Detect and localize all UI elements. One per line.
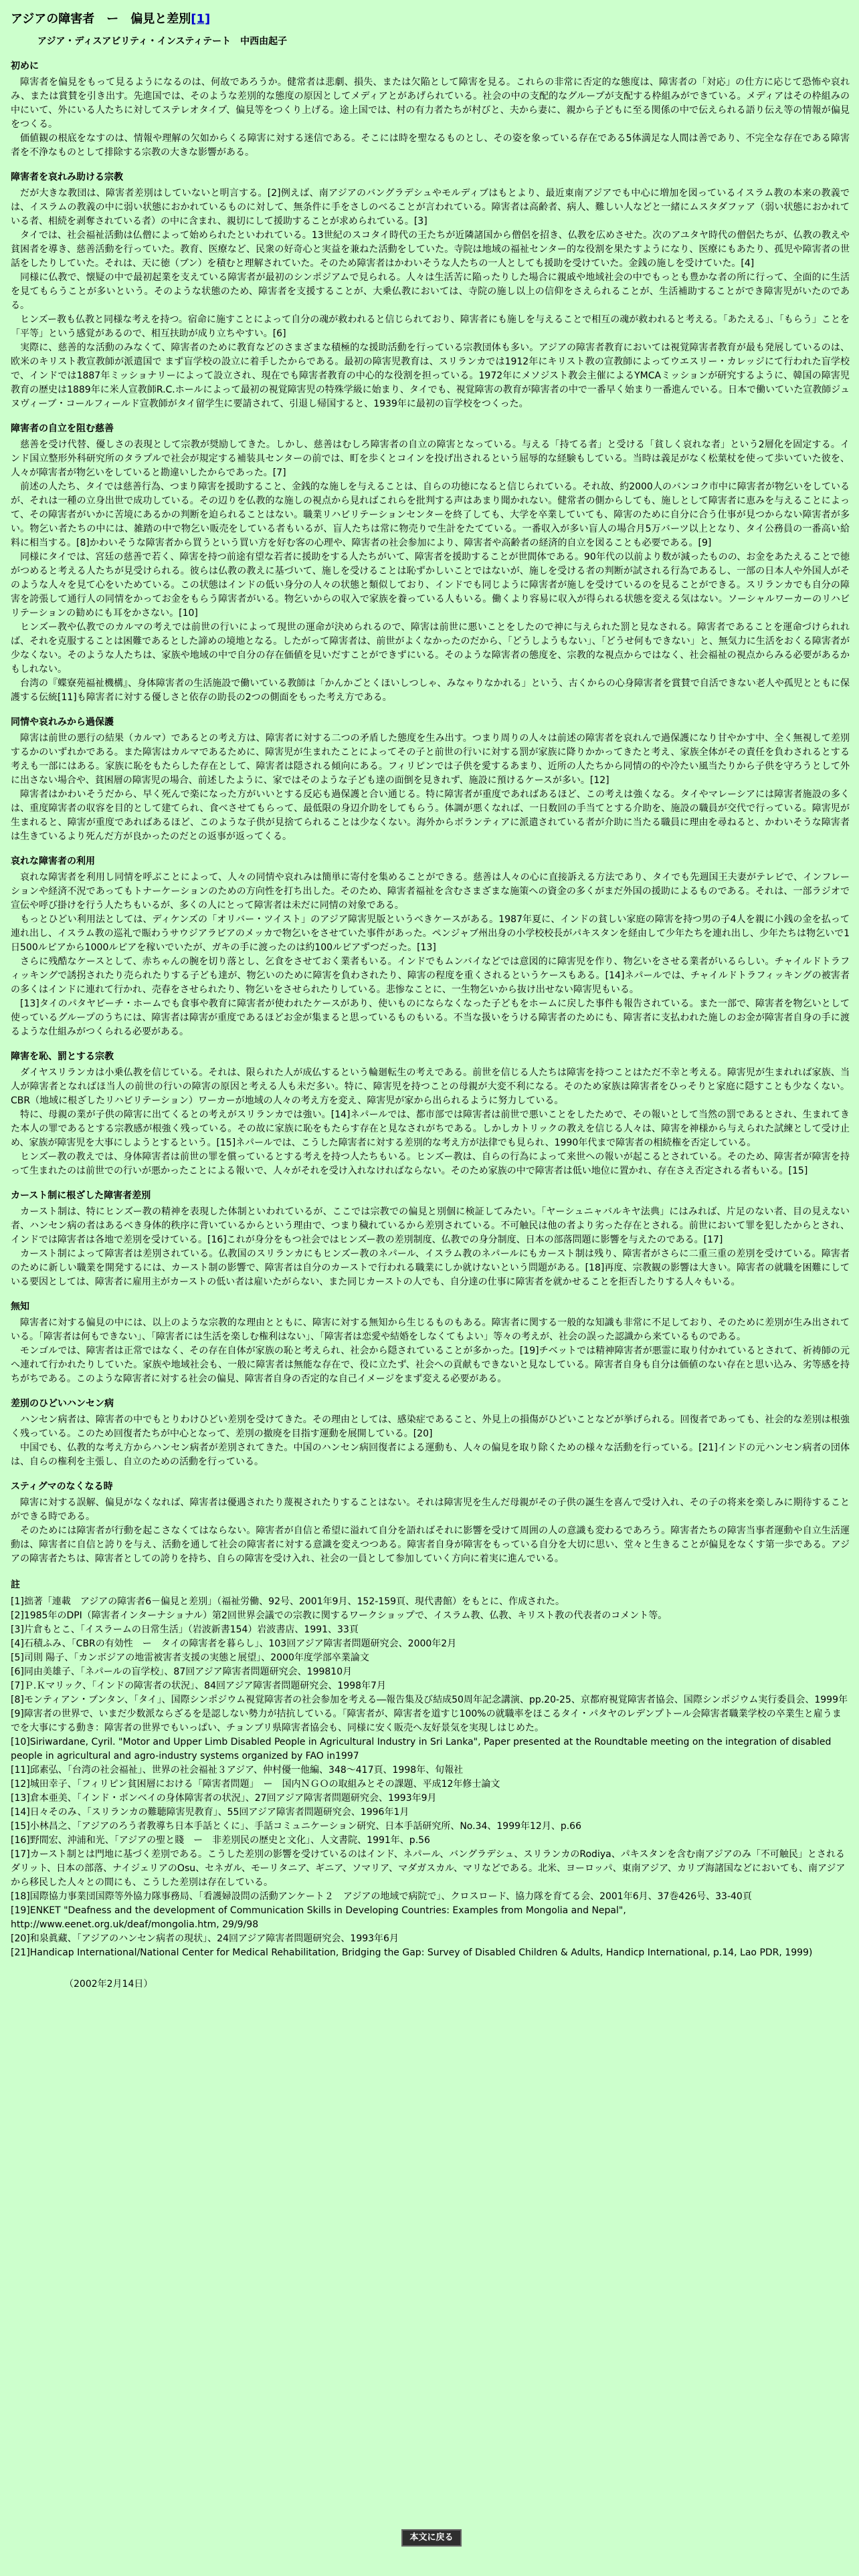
footnote-item: [3]片倉もとこ、「イスラームの日常生活」（岩波新書154）岩波書店、1991、33頁 — [11, 1624, 359, 1635]
publication-date: （2002年2月14日） — [64, 1979, 153, 1990]
paragraph: 障害者に対する偏見の中には、以上のような宗教的な理由とともに、障害に対する無知から生じるものもある。障害者に関する一般的な知識も非常に不足しており、そのために差別が生み出されている。「障害者は何もできない」、「障害者には生活を楽しむ権利はない」、「障害者は恋愛や結婚をしなくてもよい」等々の考えが、社会の誤った認識から来ているものである。 — [11, 1317, 850, 1342]
section-heading: 差別のひどいハンセン病 — [11, 1398, 114, 1409]
section-heading: 哀れな障害者の利用 — [11, 856, 95, 867]
paragraph: 台湾の『蝶寮苑福祉機構』、身体障害者の生活施設で働いている教師は「かんかごとくほいしつしゃ、みなゃりなかれる」という、古くからの心身障害者を賞賛で自活できない老人や孤児とともに保護する伝統[11]も障害者に対する優しさと依存の助長の2つの側面をもった考え方である。 — [11, 678, 850, 703]
footnote-item: [16]野間宏、沖浦和光、「アジアの聖と賤 ー 非差別民の歴史と文化」、人文書院、1991年、p.56 — [11, 1835, 430, 1846]
section-heading: 障害者を哀れみ助ける宗教 — [11, 172, 123, 183]
footnote-item: [1]拙著「連載 アジアの障害者6－偏見と差別」（福祉労働、92号、2001年9月、152-159頁、現代書館）をもとに、作成された。 — [11, 1596, 565, 1607]
footnote-item: [12]城田幸子、「フィリピン貧困層における「障害者問題」 ー 国内ＮＧＯの取組みとその課題、平成12年修士論文 — [11, 1779, 500, 1790]
footnote-item: [2]1985年のDPI（障害者インターナショナル）第2回世界会議での宗教に関するワークショップで、イスラム教、仏教、キリスト教の代表者のコメント等。 — [11, 1610, 668, 1621]
section-heading: 無知 — [11, 1301, 29, 1312]
footnote-item: [8]モンティアン・ブンタン、「タイ」、国際シンポジウム視覚障害者の社会参加を考える―報告集及び結成50周年記念講演、pp.20-25、京都府視覚障害者協会、国際シンポジウム実行委員会、1999年 — [11, 1695, 848, 1705]
paragraph: だが大きな教団は、障害者差別はしていないと明言する。[2]例えば、南アジアのバングラデシュやモルディブはもとより、最近東南アジアでも中心に増加を図っているイスラム教の本来の教義では、イスラムの教義の中に弱い状態におかれているものに対して、無条件に手をさしのべることが言われている。障害者は高齢者、病人、難しい人などと一緒にムスタダファア（弱い状態におかれている者、相続を剥奪されている者）の中に含まれ、親切にして援助することが求められている。[3] — [11, 188, 850, 227]
paragraph: 価値観の根底をなすのは、情報や理解の欠如からくる障害に対する迷信である。そこには時を聖なるものとし、その姿を象っている存在である5体満足な人間は善であり、不完全な存在である障害者を不浄なものとして排除する宗教の大きな影響がある。 — [11, 133, 850, 158]
footnotes — [11, 1578, 850, 1960]
footnote-item: [14]日々そのみ、「スリランカの難聴障害児教育」、55回アジア障害者問題研究会、1996年1月 — [11, 1807, 409, 1818]
paragraph: カースト制は、特にヒンズー教の精神を表現した体制といわれているが、ここでは宗教での偏見と別個に検証してみたい。「ヤーシュニャバルキヤ法典」にはみれば、片足のない者、目の見えない者、ハンセン病の者はあるべき身体的秩序に背いているからという理由で、つまり穢れているから差別されている。不可触民は他の者より劣った存在とされる。前世において罪を犯したからとされ、インドでは障害者は各地で差別を受けている。[16]これが身分をもつ社会ではヒンズー教の差別制度、仏教での身分制度、日本の部落問題に影響を与えたのである。[17] — [11, 1206, 850, 1245]
paragraph: 哀れな障害者を利用し同情を呼ぶことによって、人々の同情や哀れみは簡単に寄付を集めることができる。慈善は人々の心に直接訴える方法であり、タイでも先週国王夫妻がテレビで、インフレーションや経済不況であってもトナーケーションのための方向性を打ち出した。そのため、障害者福祉を含むさまざまな施策への資金の多くがまだ外国の援助によるものである。それは、一部ラジオで宣伝や呼び掛けを行う人たちもいるが、多くの人にとって障害者は未だに同情の対象である。 — [11, 872, 850, 911]
paragraph: 障害に対する誤解、偏見がなくなれば、障害者は優遇されたり蔑視されたりすることはない。それは障害児を生んだ母親がその子供の誕生を喜んで受け入れ、その子の将来を楽しみに期待することができる時である。 — [11, 1497, 850, 1522]
footnote-item: [5]司則 陽子、「カンボジアの地雷被害者支援の実態と展望」、2000年度学部卒業論文 — [11, 1652, 369, 1663]
paragraph: 特に、母親の業が子供の障害に出てくるとの考えがスリランカでは強い。[14]ネパールでは、都市部では障害者は前世で悪いことをしたためで、その報いとして当然の罰であるとされ、生まれてきた本人の罪であるとする宗教感が根強く残っている。その故に家族に恥をもたらす存在と見なされがちである。しかしカトリックの教えを信じる人々は、障害を神様から与えられた試練として受け止め、家族が障害児を大事にしようとするという。[15]ネパールでは、こうした障害者に対する差別的な考え方が法律でも見られ、1990年代まで障害者の相続権を否定している。 — [11, 1109, 850, 1148]
section-heading: 初めに — [11, 61, 39, 72]
paragraph: 中国でも、仏教的な考え方からハンセン病者が差別されてきた。中国のハンセン病回復者による運動も、人々の偏見を取り除くための様々な活動を行っている。[21]インドの元ハンセン病者の団体は、自らの権利を主張し、自立のための活動を行っている。 — [11, 1442, 850, 1467]
paragraph: タイでは、社会福祉活動は仏僧によって始められたといわれている。13世紀のスコタイ時代の王たちが近隣諸国から僧侶を招き、仏教を広めさせた。次のアユタヤ時代の僧侶たちが、仏教の教えや貧困者を導き、慈善活動を行っていた。教育、医療など、民衆の好奇心と実益を兼ねた活動をしていた。寺院は地域の福祉センター的な役割を果たすようになり、医療にもあたり、孤児や障害者の世話をしたりしていた。それは、天に徳（ブン）を積むと理解されていた。そのため障害者はかわいそうな人たちの一人としても援助を受けていた。金銭の施しを受けていた。[4] — [11, 230, 850, 269]
footnote-item: [18]国際協力事業団国際等外協力隊事務局、「看護婦設問の活動アンケート２ アジアの地域で病院で」、クロスロード、協力隊を育てる会、2001年6月、37巻426号、33-40頁 — [11, 1891, 752, 1902]
back-to-text-button[interactable]: 本文に戻る — [401, 2529, 462, 2547]
paragraph: ヒンズー教や仏教でのカルマの考えでは前世の行いによって現世の運命が決められるので、障害は前世に悪いことをしたので神に与えられた罰と見なされる。障害者であることを運命づけられれば、それを克服することは困難であるとした諦めの境地となる。したがって障害者は、前世がよくなかったのだから、「どうしようもない」、「どうせ何もできない」と、無気力に生活をおくる障害者が少なくない。そのような人たちは、家族や地域の中で自分の存在価値を見いだすことができずにいる。そのような障害者の態度を、宗教的な視点からではなく、社会福祉の視点からみる必要があるかもしれない。 — [11, 622, 850, 675]
title-text: アジアの障害者 ー 偏見と差別 — [11, 12, 191, 26]
paragraph: ヒンズー教も仏教と同様な考えを持つ。宿命に施すことによって自分の魂が救われると信じられており、障害者にも施しを与えることで相互の魂が救われると考える。「あたえる」、「もらう」ことを「平等」という感覚があるので、相互扶助が成り立ちやすい。[6] — [11, 314, 850, 339]
paragraph: さらに残酷なケースとして、赤ちゃんの腕を切り落とし、乞食をさせておく業者もいる。インドでもムンバイなどでは意図的に障害児を作り、物乞いをさせる業者がいるらしい。チャイルドトラフィッキングで誘拐されたり売られたりする子ども達が、物乞いのために障害を負わされたり、障害の程度を重くされるというケースもある。[14]ネパールでは、チャイルドトラフィッキングの被害者の多くはインドに連れて行かれ、売春をさせられたり、物乞いをさせられたりしている。悲惨なことに、一生物乞いから抜け出せない障害児もいる。 — [11, 956, 850, 995]
footnote-item: [19]ENKET "Deafness and the development of Communication Skills in Developing Countries: Examples from Mongolia and Nepal", — [11, 1905, 626, 1916]
paragraph: そのためには障害者が行動を起こさなくてはならない。障害者が自信と希望に溢れて自分を語ればそれに影響を受けて周囲の人の意識も変わるであろう。障害者たちの障害当事者運動や自立生活運動は、障害者に自信と誇りを与え、活動を通して社会の障害者に対する意識を変えつつある。障害者自身が障害をもっている自分を大切に思い、堂々と生きることが偏見をなくす第一歩である。アジアの障害者たちは、障害者としての誇りを持ち、自らの障害を受け入れ、社会の一員として参加していく方向に着実に進んでいる。 — [11, 1525, 850, 1564]
paragraph: 同様に仏教で、懐疑の中で最初起業を支えている障害者が最初のシンポジアムで見られる。人々は生活苦に陥ったりした場合に親戚や地域社会の中でもっとも豊かな者の所に行って、全面的に生活を見てもらうことが多いという。そのような状態のため、障害者を支援することが、大乗仏教においては、寺院の施し以上の信仰をさえられることが、生活補助することができ障害児がいたのである。 — [11, 272, 850, 311]
footnote-item: [11]邱素弘、「台湾の社会福祉」、世界の社会福祉３アジア、仲村優一他編、348～417頁、1998年、旬報社 — [11, 1765, 464, 1776]
section-heading: カースト制に根ざした障害者差別 — [11, 1190, 151, 1201]
paragraph: 実際に、慈善的な活動のみなくて、障害者のために教育などのさまざまな積極的な援助活動を行っている宗教団体も多い。アジアの障害者教育においては視覚障害者教育が最も発展しているのは、欧米のキリスト教宣教師が派遣国で まず盲学校の設立に着手したからである。最初の障害児教育は、スリランカでは1912年にキリスト教の宣教師によってウエスリー・カレッジにて行われた盲学校で、インドでは1887年ミッショナリーによって設立され、現在でも障害者教育の中心的な役割を担っている。1972年にメソジスト教会主催によるYMCAミッションが研究するように、韓国の障害児教育の歴史は1889年に米人宣教師R.C.ホールによって最初の視覚障害児の特殊学級に始まり、タイでも、視覚障害の教育が障害者の中で一番早く始まり一番進んでいる。日本で働いていた宣教師ジュヌヴィーブ・コールフィールド宣教師がタイ留学生に要請されて、引退し帰国すると、1939年に最初の盲学校をつくった。 — [11, 342, 850, 409]
footnote-item: [7]Ｐ.Ｋマリック、「インドの障害者の状況」、84回アジア障害者問題研究会、1998年7月 — [11, 1681, 386, 1691]
footnote-item: http://www.eenet.org.uk/deaf/mongolia.htm, 29/9/98 — [11, 1919, 259, 1930]
section-heading: 障害を恥、罰とする宗教 — [11, 1051, 114, 1062]
footnote-item: [6]同由美雄子、「ネパールの盲学校」、87回アジア障害者問題研究会、199810月 — [11, 1667, 353, 1677]
paragraph: 同様にタイでは、宮廷の慈善で若く、障害を持つ前途有望な若者に援助をする人たちがいて、障害者を援助することが世間体である。90年代の以前より数が減ったものの、お金をあたえることで徳がつめると考える人たちが見受けられる。彼らは仏教の教えに基づいて、施しを受けることは恥ずかしいことではないが、施しを受ける者の判断が試される行為であるし、一部の日本人や外国人がそのような人々を見て心をいためている。この状態はインドの低い身分の人々の状態と類似しており、インドでも同じように障害者が施しを受けているのを見ることができる。スリランカでも自分の障害を誇張して通行人の同情をかってお金をもらう障害者がいる。物乞いからの収入で家族を養っている人もいる。働くより容易に収入が得られる状態を変える気はない。ソーシャルワーカーのリハビリテーションの勧めにも耳をかさない。[10] — [11, 552, 850, 619]
article-body — [11, 60, 850, 1566]
paragraph: ダイヤスリランカは小乗仏教を信じている。それは、限られた人が成仏するという輪廻転生の考えである。前世を信じる人たちは障害を持つことはただ不幸と考える。障害児が生まれれば家族、当人が障害者となればほ当人の前世の行いの障害の原因と考える人も未だ多い。特に、障害児を持つことの母親が大変不利になる。そのため家族は障害者をひっそりと家庭に隠すことも少なくない。CBR（地域に根ざしたリハビリテーション）ワーカーが地域の人々の考え方を変え、障害児が家から出られるように努力している。 — [11, 1067, 850, 1106]
paragraph: 慈善を受け代替、優しさの表現として宗教が奨励してきた。しかし、慈善はむしろ障害者の自立の障害となっている。与える「持てる者」と受ける「貧しく哀れな者」という2層化を固定する。インド国立整形外科研究所のタラプルで社会が規定する補装具センターの前では、町を歩くとコインを投げ出されるという屈辱的な経験もしている。当時は義足がなく松葉杖を使って歩いていた彼を、人々が障害者が物乞いをしていると勘違いしたからであった。[7] — [11, 439, 850, 478]
footnote-item: [15]小林昌之、「アジアのろう者教導ち日本手話とくに」、手話コミュニケーション研究、日本手話研究所、No.34、1999年12月、p.66 — [11, 1821, 581, 1832]
footnotes-heading: 註 — [11, 1580, 20, 1590]
paragraph: もっとひどい利用法としては、ディケンズの「オリバー・ツイスト」のアジア障害児版というべきケースがある。1987年夏に、インドの貧しい家庭の障害を持つ男の子4人を親に小銭の金を払って連れ出し、イスラム教の巡礼で賑わうサウジアラビアのメッカで物乞いをさせていた事件があった。ペンジャブ州出身の小学校校長がパキスタンを経由して少年たちを連れ出し、少年たちは物乞いで1日500ルピアから1000ルピアを稼いでいたが、ガキの手に渡ったのは約100ルピアずつだった。[13] — [11, 914, 850, 953]
footnote-item: [9]障害者の世界で、いまだ少数派ならざるを是認しない勢力が拮抗している。「障害者が、障害者を道すじ100%の就職率をほこるタイ・パタヤのレデンプトール会障害者職業学校の卒業生と雇うまでを大事にする動き：障害者の世界でもいっぱい、チョンブリ県障害者協会も、同様に安く販売へ友好景気を実現しはじめた。 — [11, 1709, 842, 1733]
footnote-item: [10]Siriwardane, Cyril. "Motor and Upper Limb Disabled People in Agricultural Industry in Sri Lanka", Paper presented at the Roundtable meeting on the integration of disabled people in agricultural and agro-industry systems organized by FAO in1997 — [11, 1737, 832, 1761]
section-heading: スティグマのなくなる時 — [11, 1481, 113, 1492]
paragraph: 障害者を偏見をもって見るようになるのは、何故であろうか。健常者は悲劇、損失、または欠陥として障害を見る。これらの非常に否定的な態度は、障害者の「対応」の仕方に応じて恐怖や哀れみ、または賞賛を引き出す。先進国では、そのような差別的な態度の原因としてメディアとがあげられている。社会の中の支配的なグループが支配する枠組みができている。メディアはその枠組みの中にいて、外にいる人たちに対してステレオタイプ、偏見等をつくり上げる。途上国では、村の有力者たちが村びと、夫から妻に、親から子どもに至る関係の中で伝えられる語り伝え等の情報が偏見をつくる。 — [11, 77, 850, 130]
paragraph: モンゴルでは、障害者は正常ではなく、その存在自体が家族の恥と考えられ、社会から隠されていることが多かった。[19]チベットでは精神障害者が悪霊に取り付かれているとされて、祈祷師の元へ連れて行かれたりしていた。家族や地域社会も、一般に障害者は無能な存在で、役に立たず、社会への貢献もできないと見なしている。障害者自身も自分は価値のない存在と思い込み、劣等感を持ちがちである。このような障害者に対する社会の偏見、障害者自身の否定的な自己イメージをまず変える必要がある。 — [11, 1346, 850, 1384]
section-heading: 障害者の自立を阻む慈善 — [11, 423, 114, 434]
paragraph: ハンセン病者は、障害者の中でもとりわけひどい差別を受けてきた。その理由としては、感染症であること、外見上の損傷がひどいことなどが挙げられる。回復者であっても、社会的な差別は根強く残っている。このため回復者たちが中心となって、差別の撤廃を目指す運動を展開している。[20] — [11, 1414, 850, 1439]
paragraph: ヒンズー教の教えでは、身体障害者は前世の罪を償っているとする考えを持つ人たちもいる。ヒンズー教は、自らの行為によって来世への報いが起こるとされている。そのため、障害者が障害を持って生まれたのは前世での行いが悪かったことによる報いで、人々がそれを受け入れなければならない。そのため家族の中で障害者は低い地位に置かれ、存在さえ否定される者もいる。[15] — [11, 1152, 850, 1176]
footnote-item: [20]和泉眞藏、「アジアのハンセン病者の現状」、24回アジア障害者問題研究会、1993年6月 — [11, 1933, 399, 1944]
paragraph: カースト制によって障害者は差別されている。仏教国のスリランカにもヒンズー教のネパール、イスラム教のネパールにもカースト制は残り、障害者がさらに二重三重の差別を受けている。障害者のために新しい職業を開発するには、カースト制の影響で、障害者は自分のカーストで行われる職業にしか就けないという問題がある。[18]再度、宗教観の影響は大きい。障害者の就職を困難にしている要因としては、障害者に雇用主がカーストの低い者は雇いたがらない、また同じカーストの人でも、自分達の仕事に障害者を就かせることを拒否したりする人々もいる。 — [11, 1249, 850, 1287]
footnotes-list — [11, 1595, 850, 1960]
paragraph: 前述の人たち、タイでは慈善行為、つまり障害を援助すること、金銭的な施しを与えることは、自らの功徳になると信じられている。それ故、約2000人のバンコク市中に障害者が物乞いをしているが、それは一種の立身出世で成功している。その辺りを仏教的な施しの視点から見ればこれらを批判する声はあまり聞かれない。健常者の側からしても、施しとして障害者に恵みを与えることによって、その障害者がいかに苦境にあるかの判断を迫られることはない。職業リハビリテーションセンターを終了しても、大学を卒業していても、障害のために自分に合う仕事が見つからない障害者が多い。物乞い者たちの中には、雑踏の中で物乞い販売をしている者もいるが、盲人たちは常に物売りで生計をたてている。一番収入が多い盲人の場合月5万バーツ以上となり、タイ公務員の一番高い給料に相当する。[8]かわいそうな障害者から買うという買い方を好む客の心理や、障害者の社会参加により、障害者や高齢者の経済的自立を図ることも必要である。[9] — [11, 481, 850, 548]
footnote-item: [21]Handicap International/National Center for Medical Rehabilitation, Bridging the Gap: Survey of Disabled Children & Adults, Handicp International, p.14, Lao PDR, 1999) — [11, 1947, 813, 1958]
footnote-item: [17]カースト制とは門地に基づく差別である。こうした差別の影響を受けているのはインド、ネパール、バングラデシュ、スリランカのRodiya、パキスタンを含む南アジアのみ「不可触民」とされるダリット、日本の部落、ナイジェリアのOsu、セネガル、モーリタニア、ギニア、ソマリア、マダガスカル、マリなどである。北米、ヨーロッパ、東南アジア、カリブ海諸国などにおいても、南アジアから移民した人々との間にも、こうした差別は存在している。 — [11, 1849, 846, 1888]
paragraph: [13]タイのパタヤビーチ・ホームでも食事や教育に障害者が使われたケースがあり、使いものにならなくなった子どもをホームに戻した事件も報告されている。また一部で、障害者を物乞いとして使っているグループのうちには、障害者は障害が重度であるほどお金が集まると思っているものもいる。不当な扱いをうける障害者のためにも、障害者に支払われた施しのお金が障害者自身の手に渡るような仕組みがつくられる必要がある。 — [11, 998, 850, 1037]
footnote-item: [13]倉本亜美、「インド・ボンベイの身体障害者の状況」、27回アジア障害者問題研究会、1993年9月 — [11, 1793, 437, 1804]
footnote-item: [4]石積ふみ、「CBRの有効性 ー タイの障害者を暮らし」、103回アジア障害者問題研究会、2000年2月 — [11, 1638, 457, 1649]
section-heading: 同情や哀れみから過保護 — [11, 717, 114, 728]
paragraph: 障害者はかわいそうだから、早く死んで楽になった方がいいとする反応も過保護と合い通じる。特に障害者が重度であればあるほど、この考えは強くなる。タイやマレーシアには障害者施設の多くは、重度障害者の収容を目的として建てられ、食べさせてもらって、最低限の身辺介助をしてもらう。体調が悪くなれば、一日数回の手当てとする介助を、施設の職員が交代で行っている。障害児が生まれると、障害が重度であればあるほど、このような子供が見捨てられることは少なくない。海外からボランティアに派遣されている者が介助に当たる職員に理由を尋ねると、かわいそうな障害者は生きているより死んだ方が良かったのだとの返事が返ってくる。 — [11, 789, 850, 842]
author-line: アジア・ディスアビリティ・インスティテート 中西由起子 — [37, 36, 288, 47]
paragraph: 障害は前世の悪行の結果（カルマ）であるとの考え方は、障害者に対する二つの矛盾した態度を生み出す。つまり周りの人々は前述の障害者を哀れんで過保護になり甘やかす中、全く無視して差別するかのいずれかである。また障害はカルマであるために、障害児が生まれたことによってその子と前世の行いに対する罰が家族に降りかかってきたと考え、家族全体がその責任を負わされるとする考えも一部にはある。家族に恥をもたらした存在として、障害者は隠される傾向にある。フィリピンでは子供を愛するあまり、近所の人たちから同情の的や冷たい風当たりから子供を守ろうとして外に出さない場合や、貧困層の障害児の場合、前述したように、家ではそのような子ども達の面倒を見きれず、施設に預けるケースが多い。[12] — [11, 733, 850, 786]
page-title — [11, 11, 850, 28]
title-footnote-link[interactable]: [1] — [191, 12, 211, 26]
